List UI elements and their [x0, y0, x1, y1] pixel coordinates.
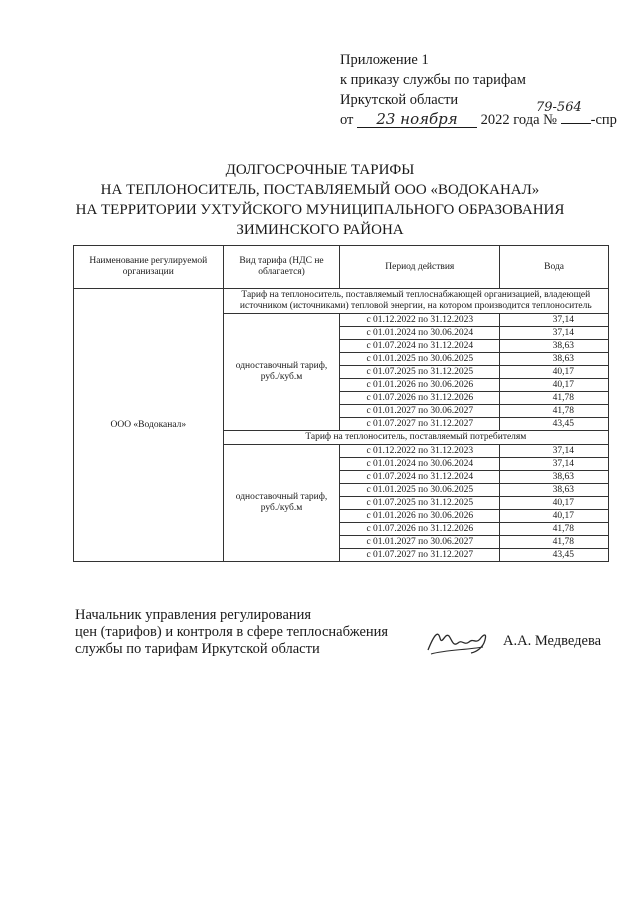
header-org: Наименование регулируемой организации [74, 246, 224, 289]
tariff-value-cell: 37,14 [500, 458, 609, 471]
title-line-3: НА ТЕРРИТОРИИ УХТУЙСКОГО МУНИЦИПАЛЬНОГО ОБРАЗОВАНИЯ [75, 202, 565, 218]
period-cell: с 01.01.2025 по 30.06.2025 [340, 353, 500, 366]
period-cell: с 01.07.2025 по 31.12.2025 [340, 497, 500, 510]
signatory-name: А.А. Медведева [503, 633, 602, 649]
period-cell: с 01.07.2024 по 31.12.2024 [340, 340, 500, 353]
title-line-4: ЗИМИНСКОГО РАЙОНА [236, 222, 404, 238]
period-cell: с 01.01.2025 по 30.06.2025 [340, 484, 500, 497]
organization-cell: ООО «Водоканал» [74, 289, 224, 562]
title-line-1: ДОЛГОСРОЧНЫЕ ТАРИФЫ [225, 162, 415, 178]
section-heading: Тариф на теплоноситель, поставляемый потребителям [223, 431, 608, 445]
period-cell: с 01.07.2026 по 31.12.2026 [340, 392, 500, 405]
signature-line-2: цен (тарифов) и контроля в сфере теплоснабжения [75, 624, 389, 640]
title-line-2: НА ТЕПЛОНОСИТЕЛЬ, ПОСТАВЛЯЕМЫЙ ООО «ВОДОКАНАЛ» [100, 182, 540, 198]
order-year-text: 2022 года № [480, 112, 557, 128]
tariff-value-cell: 41,78 [500, 392, 609, 405]
document-title [0, 160, 640, 240]
period-cell: с 01.12.2022 по 31.12.2023 [340, 445, 500, 458]
period-cell: с 01.01.2024 по 30.06.2024 [340, 458, 500, 471]
tariff-table-body [74, 289, 609, 562]
tariff-value-cell: 41,78 [500, 536, 609, 549]
tariff-value-cell: 38,63 [500, 471, 609, 484]
order-date-handwritten: 23 ноября [357, 112, 477, 128]
table-header-row [74, 246, 609, 289]
order-number-handwritten: 79-564 [536, 100, 582, 115]
tariff-kind-cell: одноставочный тариф, руб./куб.м [223, 314, 340, 431]
tariff-value-cell: 40,17 [500, 510, 609, 523]
tariff-value-cell: 40,17 [500, 497, 609, 510]
tariff-value-cell: 37,14 [500, 327, 609, 340]
section-heading-row [74, 289, 609, 314]
period-cell: с 01.07.2026 по 31.12.2026 [340, 523, 500, 536]
header-water: Вода [500, 246, 609, 289]
period-cell: с 01.07.2027 по 31.12.2027 [340, 549, 500, 562]
period-cell: с 01.07.2027 по 31.12.2027 [340, 418, 500, 431]
signature-line-1: Начальник управления регулирования [75, 607, 312, 623]
appendix-line-2: к приказу службы по тарифам [340, 72, 526, 88]
period-cell: с 01.01.2024 по 30.06.2024 [340, 327, 500, 340]
section-heading: Тариф на теплоноситель, поставляемый теплоснабжающей организацией, владеющей источником (источниками) тепловой энергии, на котором производится теплоноситель [223, 289, 608, 314]
period-cell: с 01.07.2025 по 31.12.2025 [340, 366, 500, 379]
tariff-table [73, 245, 609, 562]
handwritten-signature [425, 623, 501, 659]
tariff-value-cell: 37,14 [500, 314, 609, 327]
tariff-value-cell: 43,45 [500, 549, 609, 562]
appendix-block [340, 50, 630, 130]
period-cell: с 01.01.2026 по 30.06.2026 [340, 510, 500, 523]
order-prefix: от [340, 112, 354, 128]
tariff-value-cell: 40,17 [500, 379, 609, 392]
tariff-value-cell: 38,63 [500, 340, 609, 353]
tariff-value-cell: 40,17 [500, 366, 609, 379]
period-cell: с 01.12.2022 по 31.12.2023 [340, 314, 500, 327]
order-suffix: -спр [590, 112, 617, 128]
tariff-value-cell: 41,78 [500, 523, 609, 536]
appendix-line-1: Приложение 1 [340, 52, 429, 68]
tariff-value-cell: 38,63 [500, 353, 609, 366]
tariff-value-cell: 41,78 [500, 405, 609, 418]
signature-block [75, 607, 388, 658]
tariff-value-cell: 43,45 [500, 418, 609, 431]
tariff-kind-cell: одноставочный тариф, руб./куб.м [223, 445, 340, 562]
period-cell: с 01.01.2026 по 30.06.2026 [340, 379, 500, 392]
tariff-value-cell: 37,14 [500, 445, 609, 458]
period-cell: с 01.01.2027 по 30.06.2027 [340, 405, 500, 418]
period-cell: с 01.01.2027 по 30.06.2027 [340, 536, 500, 549]
tariff-value-cell: 38,63 [500, 484, 609, 497]
header-period: Период действия [340, 246, 500, 289]
appendix-line-3: Иркутской области [340, 92, 459, 108]
header-kind: Вид тарифа (НДС не облагается) [223, 246, 340, 289]
signature-line-3: службы по тарифам Иркутской области [75, 641, 320, 657]
period-cell: с 01.07.2024 по 31.12.2024 [340, 471, 500, 484]
